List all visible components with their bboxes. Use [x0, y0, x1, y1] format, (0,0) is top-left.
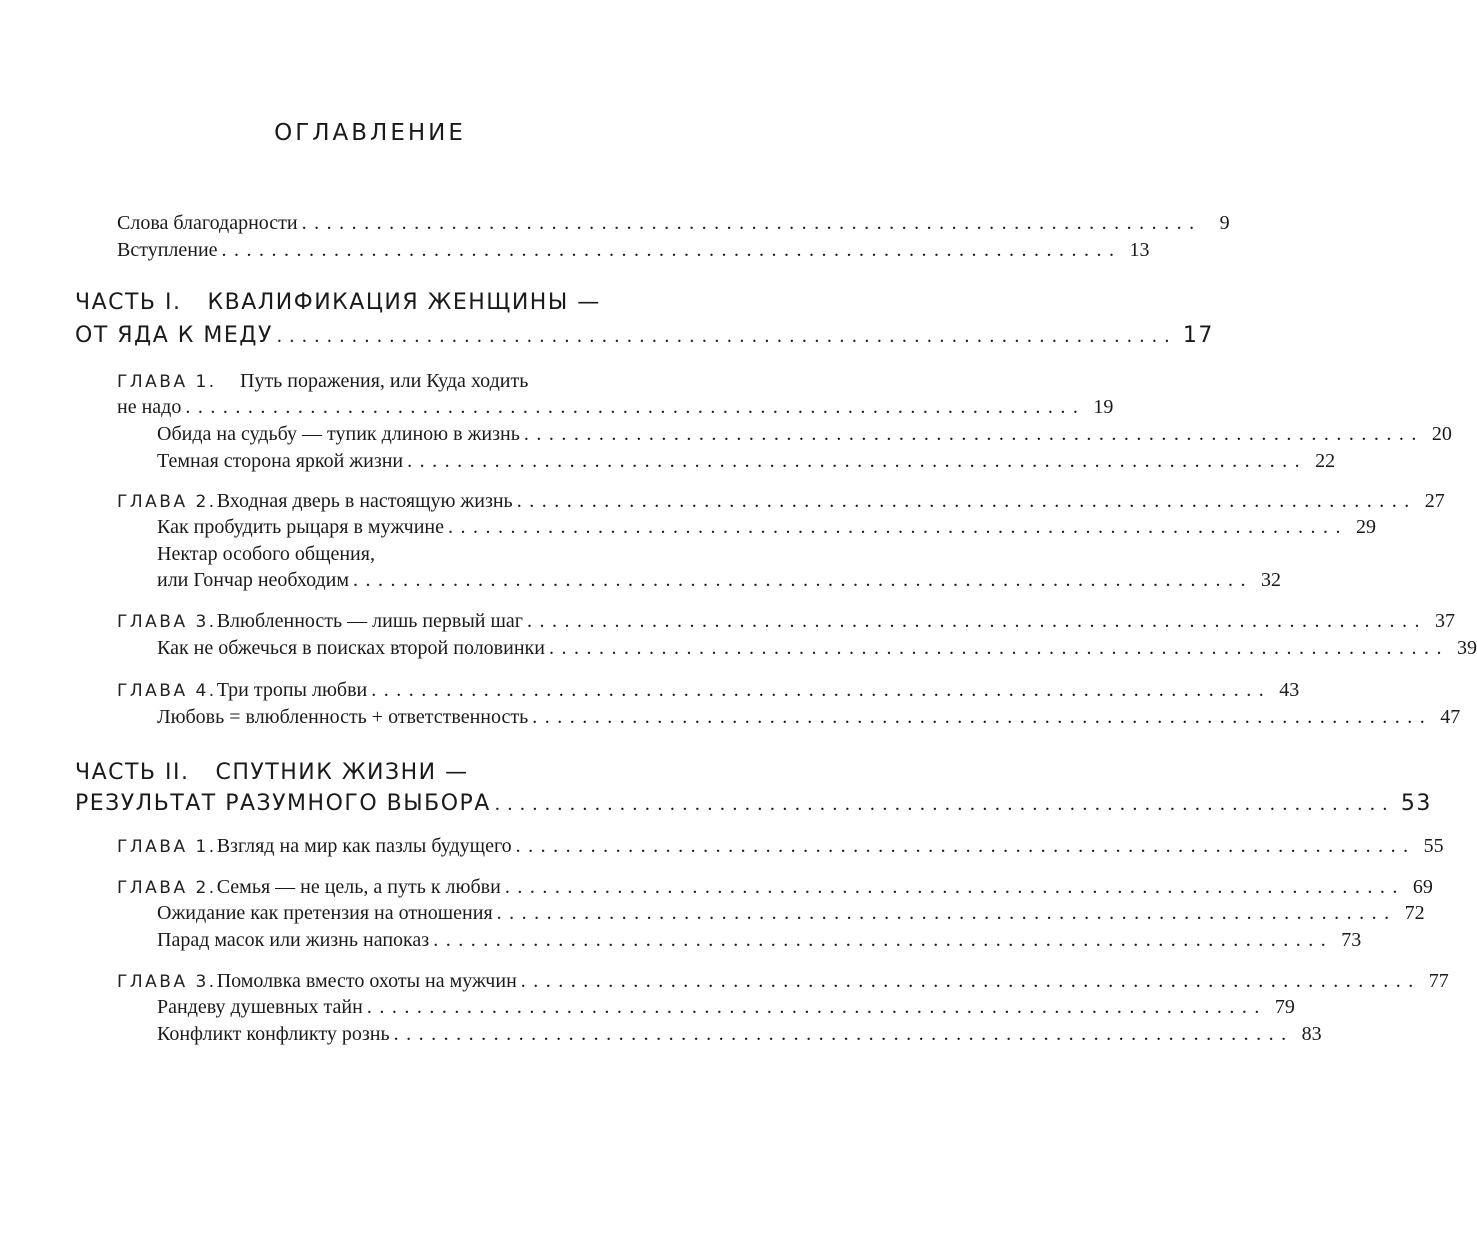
- chapter-title: Путь поражения, или Куда ходить: [240, 370, 529, 392]
- page-number: 27: [1424, 490, 1445, 512]
- dot-leader: ........................................................................: [548, 637, 1449, 659]
- chapter-heading-cont[interactable]: [117, 394, 1114, 420]
- part-title: ОТ ЯДА К МЕДУ: [75, 323, 273, 348]
- section-entry[interactable]: [157, 900, 1425, 926]
- section-entry[interactable]: [157, 927, 1362, 953]
- chapter-label: ГЛАВА 2.: [117, 492, 217, 512]
- dot-leader: ........................................................................: [407, 450, 1308, 472]
- page-number: 29: [1355, 516, 1376, 538]
- dot-leader: ........................................................................: [516, 490, 1417, 512]
- section-entry-cont[interactable]: [157, 567, 1282, 593]
- chapter-label: ГЛАВА 1.: [117, 372, 217, 392]
- chapter-heading[interactable]: [117, 833, 1444, 859]
- dot-leader: ........................................................................: [393, 1023, 1294, 1045]
- chapter-label: ГЛАВА 4.: [117, 681, 217, 701]
- page-number: 43: [1279, 679, 1300, 701]
- section-entry[interactable]: [157, 1021, 1322, 1047]
- section-entry[interactable]: [157, 704, 1461, 730]
- section-title: Рандеву душевных тайн: [157, 996, 363, 1018]
- section-title: Как пробудить рыцаря в мужчине: [157, 516, 444, 538]
- page-number: 83: [1301, 1023, 1322, 1045]
- part-heading-cont[interactable]: [75, 321, 1214, 351]
- page-number: 79: [1274, 996, 1295, 1018]
- page-number: 77: [1428, 970, 1449, 992]
- entry-title: Вступление: [117, 239, 218, 261]
- dot-leader: ........................................................................: [496, 902, 1397, 924]
- part-heading-cont[interactable]: [75, 789, 1432, 819]
- section-title: Парад масок или жизнь напоказ: [157, 929, 430, 951]
- chapter-title: Семья — не цель, а путь к любви: [216, 876, 501, 898]
- dot-leader: ........................................................................: [515, 835, 1416, 857]
- entry-title: Слова благодарности: [117, 212, 298, 234]
- chapter-heading[interactable]: [117, 874, 1433, 900]
- section-entry[interactable]: [157, 994, 1295, 1020]
- chapter-heading[interactable]: [117, 488, 1445, 514]
- section-title: или Гончар необходим: [157, 569, 350, 591]
- page-number: 72: [1404, 902, 1425, 924]
- toc-entry[interactable]: [117, 210, 1230, 236]
- dot-leader: ........................................................................: [523, 423, 1424, 445]
- part-title: КВАЛИФИКАЦИЯ ЖЕНЩИНЫ —: [207, 290, 601, 315]
- part-label: ЧАСТЬ II.: [75, 760, 190, 785]
- page-number: 53: [1400, 791, 1432, 816]
- section-entry[interactable]: [157, 448, 1336, 474]
- page-number: 55: [1423, 835, 1444, 857]
- toc-entry[interactable]: [117, 237, 1150, 263]
- dot-leader: ........................................................................: [221, 239, 1122, 261]
- section-entry[interactable]: [157, 421, 1452, 447]
- chapter-heading[interactable]: [117, 677, 1300, 703]
- dot-leader: ........................................................................: [527, 610, 1427, 632]
- chapter-label: ГЛАВА 3.: [117, 612, 217, 632]
- dot-leader: ........................................................................: [520, 970, 1421, 992]
- page-number: 32: [1261, 569, 1282, 591]
- dot-leader: ........................................................................: [276, 325, 1177, 347]
- chapter-heading[interactable]: [117, 368, 660, 394]
- page-number: 47: [1440, 706, 1461, 728]
- chapter-title: не надо: [117, 396, 182, 418]
- dot-leader: ........................................................................: [185, 396, 1086, 418]
- page-number: 22: [1315, 450, 1336, 472]
- page-number: 9: [1219, 212, 1230, 234]
- dot-leader: ........................................................................: [447, 516, 1348, 538]
- page-number: 19: [1093, 396, 1114, 418]
- dot-leader: ........................................................................: [494, 793, 1395, 815]
- chapter-heading[interactable]: [117, 968, 1449, 994]
- section-title: Нектар особого общения,: [157, 543, 375, 565]
- page-number: 73: [1341, 929, 1362, 951]
- section-title: Как не обжечься в поисках второй половинки: [157, 637, 545, 659]
- chapter-title: Входная дверь в настоящую жизнь: [216, 490, 513, 512]
- chapter-title: Влюбленность — лишь первый шаг: [216, 610, 523, 632]
- section-entry[interactable]: [157, 635, 1477, 661]
- page-number: 37: [1435, 610, 1455, 632]
- section-title: Темная сторона яркой жизни: [157, 450, 404, 472]
- part-label: ЧАСТЬ I.: [75, 290, 182, 315]
- section-title: Любовь = влюбленность + ответственность: [157, 706, 529, 728]
- dot-leader: ........................................................................: [366, 996, 1267, 1018]
- chapter-label: ГЛАВА 3.: [117, 972, 217, 992]
- section-entry[interactable]: [157, 541, 660, 567]
- dot-leader: ........................................................................: [371, 679, 1272, 701]
- page-number: 20: [1431, 423, 1452, 445]
- part-heading[interactable]: [75, 758, 660, 788]
- dot-leader: ........................................................................: [433, 929, 1334, 951]
- page-number: 39: [1456, 637, 1477, 659]
- chapter-title: Три тропы любви: [216, 679, 368, 701]
- chapter-title: Помолвка вместо охоты на мужчин: [216, 970, 517, 992]
- section-entry[interactable]: [157, 514, 1376, 540]
- dot-leader: ........................................................................: [301, 212, 1202, 234]
- page-number: 69: [1412, 876, 1433, 898]
- chapter-title: Взгляд на мир как пазлы будущего: [216, 835, 512, 857]
- part-heading[interactable]: [75, 288, 660, 318]
- part-title: РЕЗУЛЬТАТ РАЗУМНОГО ВЫБОРА: [75, 791, 491, 816]
- part-title: СПУТНИК ЖИЗНИ —: [215, 760, 469, 785]
- section-title: Конфликт конфликту рознь: [157, 1023, 390, 1045]
- chapter-label: ГЛАВА 1.: [117, 837, 217, 857]
- section-title: Ожидание как претензия на отношения: [157, 902, 493, 924]
- dot-leader: ........................................................................: [532, 706, 1433, 728]
- page-number: 17: [1182, 323, 1214, 348]
- dot-leader: ........................................................................: [353, 569, 1254, 591]
- page-title: ОГЛАВЛЕНИЕ: [274, 120, 466, 146]
- dot-leader: ........................................................................: [504, 876, 1405, 898]
- section-title: Обида на судьбу — тупик длиною в жизнь: [157, 423, 520, 445]
- page-number: 13: [1129, 239, 1150, 261]
- chapter-heading[interactable]: [117, 608, 1455, 634]
- chapter-label: ГЛАВА 2.: [117, 878, 217, 898]
